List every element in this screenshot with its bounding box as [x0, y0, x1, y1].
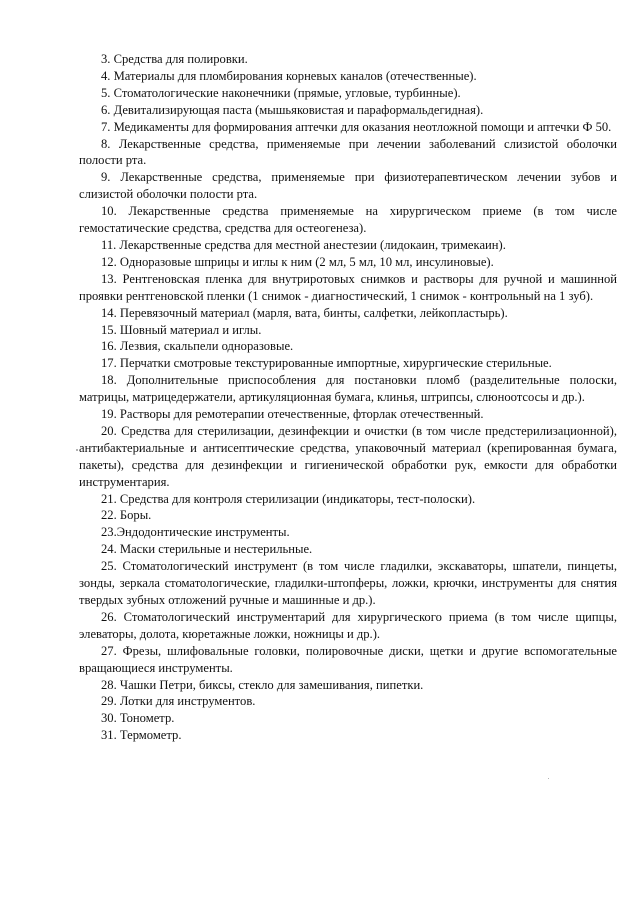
- list-item-27: 27. Фрезы, шлифовальные головки, полировочные диски, щетки и другие вспомогательные вращающиеся инструменты.: [79, 643, 617, 675]
- list-item-12: 12. Одноразовые шприцы и иглы к ним (2 мл, 5 мл, 10 мл, инсулиновые).: [101, 254, 494, 269]
- list-item-21: 21. Средства для контроля стерилизации (индикаторы, тест-полоски).: [101, 491, 476, 506]
- list-item-26: 26. Стоматологический инструментарий для хирургического приема (в том числе щипцы, элеваторы, долота, кюретажные ложки, ножницы и др.).: [79, 609, 617, 641]
- list-item-29: 29. Лотки для инструментов.: [101, 694, 256, 709]
- list-item-25: 25. Стоматологический инструмент (в том числе гладилки, экскаваторы, шпатели, пинцеты, зонды, зеркала стоматологические, гладилки-штопферы, ложки, крючки, инструменты для снятия твердых зубных отложений ручные и машинные и др.).: [79, 559, 617, 607]
- equipment-list: [79, 51, 617, 744]
- list-item-15: 15. Шовный материал и иглы.: [101, 322, 262, 337]
- list-item-16: 16. Лезвия, скальпели одноразовые.: [101, 339, 294, 354]
- scan-speck: [548, 778, 549, 779]
- list-item-9: 9. Лекарственные средства, применяемые при физиотерапевтическом лечении зубов и слизистой оболочки полости рта.: [79, 170, 617, 202]
- list-item-17: 17. Перчатки смотровые текстурированные импортные, хирургические стерильные.: [101, 356, 552, 371]
- list-item-14: 14. Перевязочный материал (марля, вата, бинты, салфетки, лейкопластырь).: [101, 305, 508, 320]
- list-item-31: 31. Термометр.: [101, 728, 182, 743]
- list-item-8: 8. Лекарственные средства, применяемые при лечении заболеваний слизистой оболочки полости рта.: [79, 136, 617, 168]
- list-item-20: 20. Средства для стерилизации, дезинфекции и очистки (в том числе предстерилизационной), антибактериальные и антисептические средства, упаковочный материал (крепированная бумага, пакеты), средства для дезинфекции и гигиенической обработки рук, емкости для обработки инструментария.: [79, 423, 617, 489]
- list-item-4: 4. Материалы для пломбирования корневых каналов (отечественные).: [101, 68, 477, 83]
- list-item-11: 11. Лекарственные средства для местной анестезии (лидокаин, тримекаин).: [101, 237, 506, 252]
- list-item-24: 24. Маски стерильные и нестерильные.: [101, 542, 313, 557]
- list-item-28: 28. Чашки Петри, биксы, стекло для замешивания, пипетки.: [101, 677, 424, 692]
- list-item-30: 30. Тонометр.: [101, 711, 175, 726]
- list-item-6: 6. Девитализирующая паста (мышьяковистая и параформальдегидная).: [101, 102, 484, 117]
- list-item-3: 3. Средства для полировки.: [101, 52, 248, 66]
- scan-speck: [76, 449, 78, 451]
- list-item-5: 5. Стоматологические наконечники (прямые, угловые, турбинные).: [101, 85, 461, 100]
- list-item-22: 22. Боры.: [101, 508, 152, 523]
- list-item-13: 13. Рентгеновская пленка для внутриротовых снимков и растворы для ручной и машинной проявки рентгеновской пленки (1 снимок - диагностический, 1 снимок - контрольный на 1 зуб).: [79, 271, 617, 303]
- list-item-19: 19. Растворы для ремотерапии отечественные, фторлак отечественный.: [101, 407, 484, 422]
- list-item-10: 10. Лекарственные средства применяемые на хирургическом приеме (в том числе гемостатические средства, средства для остеогенеза).: [79, 204, 617, 236]
- list-item-18: 18. Дополнительные приспособления для постановки пломб (разделительные полоски, матрицы, матрицедержатели, артикуляционная бумага, клинья, штрипсы, слюноотсосы и др.).: [79, 373, 617, 405]
- list-item-7: 7. Медикаменты для формирования аптечки для оказания неотложной помощи и аптечки Ф 50.: [101, 119, 612, 134]
- list-item-23: 23.Эндодонтические инструменты.: [101, 525, 290, 540]
